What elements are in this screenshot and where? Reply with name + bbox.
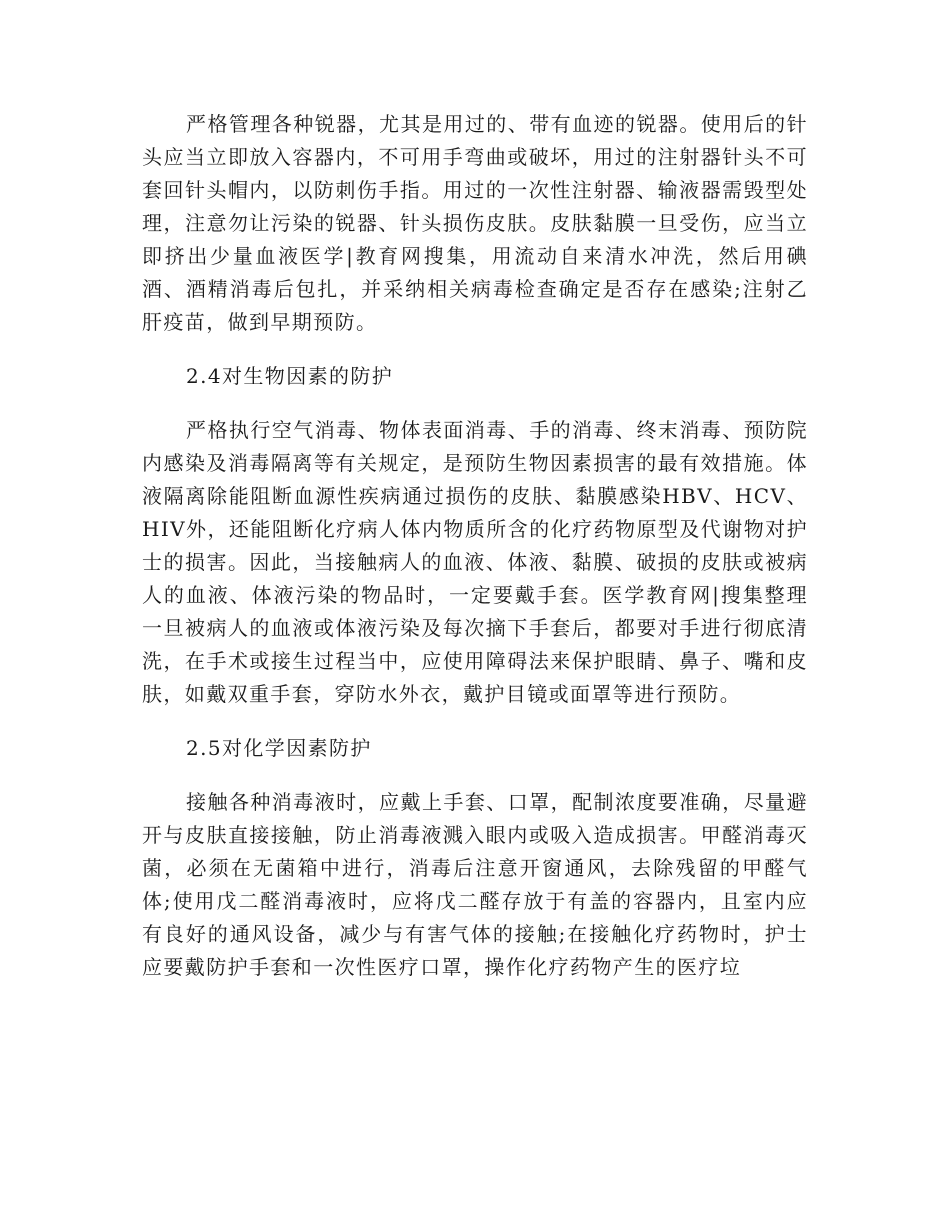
paragraph-chemical-protection: 接触各种消毒液时，应戴上手套、口罩，配制浓度要准确，尽量避开与皮肤直接接触，防止消毒液溅入眼内或吸入造成损害。甲醛消毒灭菌，必须在无菌箱中进行，消毒后注意开窗通风，去除残留的甲醛气体;使用戊二醛消毒液时，应将戊二醛存放于有盖的容器内，且室内应有良好的通风设备，减少与有害气体的接触;在接触化疗药物时，护士应要戴防护手套和一次性医疗口罩，操作化疗药物产生的医疗垃: [142, 790, 808, 979]
section-heading-2-5: 2.5对化学因素防护: [186, 736, 372, 760]
section-heading-2-4: 2.4对生物因素的防护: [186, 364, 394, 388]
document-body: [142, 108, 808, 1005]
paragraph-biological-protection: 严格执行空气消毒、物体表面消毒、手的消毒、终末消毒、预防院内感染及消毒隔离等有关规定，是预防生物因素损害的最有效措施。体液隔离除能阻断血源性疾病通过损伤的皮肤、黏膜感染HBV、HCV、HIV外，还能阻断化疗病人体内物质所含的化疗药物原型及代谢物对护士的损害。因此，当接触病人的血液、体液、黏膜、破损的皮肤或被病人的血液、体液污染的物品时，一定要戴手套。医学教育网|搜集整理一旦被病人的血液或体液污染及每次摘下手套后，都要对手进行彻底清洗，在手术或接生过程当中，应使用障碍法来保护眼睛、鼻子、嘴和皮肤，如戴双重手套，穿防水外衣，戴护目镜或面罩等进行预防。: [142, 418, 808, 706]
paragraph-sharps-management: 严格管理各种锐器，尤其是用过的、带有血迹的锐器。使用后的针头应当立即放入容器内，不可用手弯曲或破坏，用过的注射器针头不可套回针头帽内，以防刺伤手指。用过的一次性注射器、输液器需毁型处理，注意勿让污染的锐器、针头损伤皮肤。皮肤黏膜一旦受伤，应当立即挤出少量血液医学|教育网搜集，用流动自来清水冲洗，然后用碘酒、酒精消毒后包扎，并采纳相关病毒检查确定是否存在感染;注射乙肝疫苗，做到早期预防。: [142, 112, 808, 334]
